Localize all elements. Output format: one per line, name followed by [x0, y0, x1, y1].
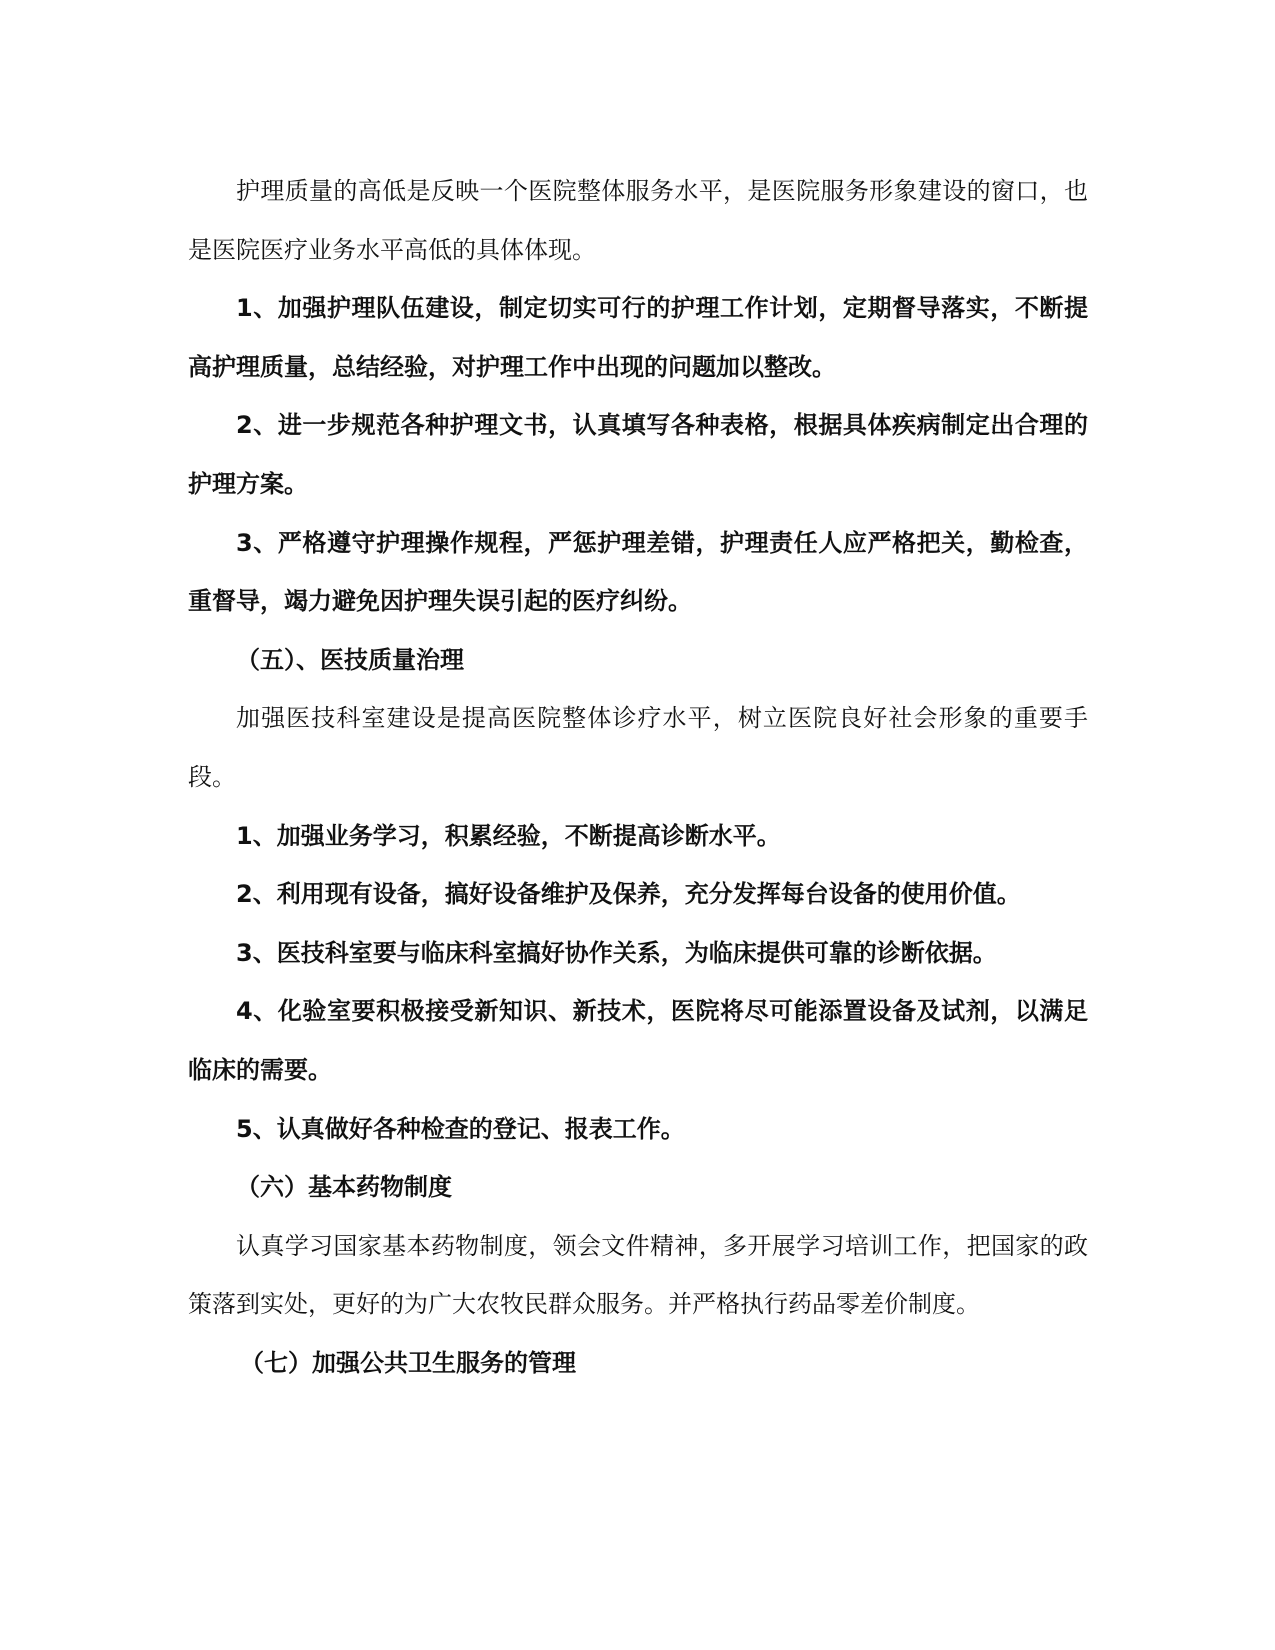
medtech-item-2: 2、利用现有设备，搞好设备维护及保养，充分发挥每台设备的使用价值。 [236, 880, 1021, 909]
intro-paragraph: 护理质量的高低是反映一个医院整体服务水平，是医院服务形象建设的窗口，也是医院医疗业务水平高低的具体体现。 [188, 177, 1088, 264]
nursing-item-3: 3、严格遵守护理操作规程，严惩护理差错，护理责任人应严格把关，勤检查，重督导，竭力避免因护理失误引起的医疗纠纷。 [188, 528, 1088, 616]
medtech-item-4: 4、化验室要积极接受新知识、新技术，医院将尽可能添置设备及试剂，以满足临床的需要。 [188, 997, 1088, 1084]
nursing-item-2: 2、进一步规范各种护理文书，认真填写各种表格，根据具体疾病制定出合理的护理方案。 [188, 411, 1088, 498]
drug-policy-paragraph: 认真学习国家基本药物制度，领会文件精神，多开展学习培训工作，把国家的政策落到实处，更好的为广大农牧民群众服务。并严格执行药品零差价制度。 [188, 1231, 1088, 1319]
medtech-item-5: 5、认真做好各种检查的登记、报表工作。 [236, 1114, 685, 1143]
medtech-intro-paragraph: 加强医技科室建设是提高医院整体诊疗水平，树立医院良好社会形象的重要手段。 [188, 704, 1088, 791]
document-body [188, 162, 1088, 1392]
section-heading-7: （七）加强公共卫生服务的管理 [240, 1348, 576, 1377]
section-heading-5: （五）、医技质量治理 [236, 645, 464, 674]
medtech-item-3: 3、医技科室要与临床科室搞好协作关系，为临床提供可靠的诊断依据。 [236, 938, 997, 967]
medtech-item-1: 1、加强业务学习，积累经验，不断提高诊断水平。 [236, 821, 781, 850]
nursing-item-1: 1、加强护理队伍建设，制定切实可行的护理工作计划，定期督导落实，不断提高护理质量，总结经验，对护理工作中出现的问题加以整改。 [188, 294, 1088, 381]
section-heading-6: （六）基本药物制度 [236, 1173, 452, 1202]
